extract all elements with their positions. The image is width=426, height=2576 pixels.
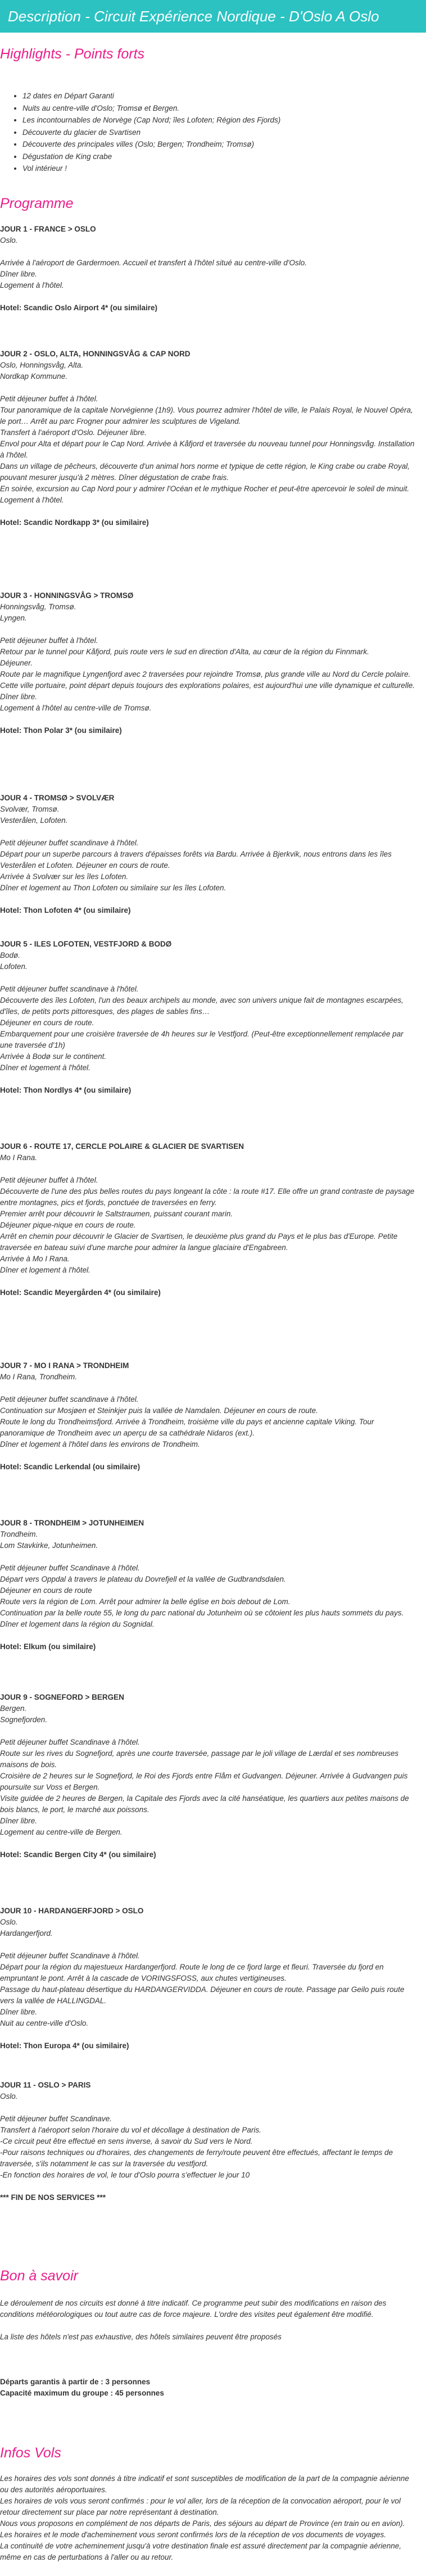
day-body: Petit déjeuner buffet Scandinave à l'hôtel. Départ vers Oppdal à travers le plateau du Dovrefjell et la vallée de Gudbrandsdalen. Déjeuner en cours de route Route vers la région de Lom. Arrêt pour admirer la belle église en bois debout de Lom. Continuation par la belle route 55, le long du parc national du Jotunheim où se côtoient les plus hauts sommets du pays. Dîner et logement dans la région du Sognidal.: [0, 1564, 404, 1628]
highlight-item: • Nuits au centre-ville d'Oslo; Tromsø et Bergen.: [22, 102, 280, 115]
day-title: JOUR 1 - FRANCE > OSLO: [0, 225, 96, 233]
day-body: Petit déjeuner buffet Scandinave. Transfert à l'aéroport selon l'horaire du vol et décollage à destination de Paris. -Ce circuit peut être effectué en sens inverse, à savoir du Sud vers le Nord. -Pour raisons techniques ou d'horaires, des changements de ferry/route peuvent être effectués, affectant le temps de traversée, s'ils notamment le cas sur la traversée du vestfjord. -En fonction des horaires de vol, le tour d'Oslo pourra s'effectuer le jour 10: [0, 2115, 393, 2179]
day-title: JOUR 8 - TRONDHEIM > JOTUNHEIMEN: [0, 1519, 144, 1527]
day-hotel: Hotel: Scandic Nordkapp 3* (ou similaire): [0, 518, 149, 527]
day-block: [0, 793, 416, 916]
day-block: [0, 1518, 416, 1653]
day-location: Bodø. Lofoten.: [0, 951, 28, 971]
day-body: Arrivée à l'aéroport de Gardermoen. Accueil et transfert à l'hôtel situé au centre-ville d'Oslo. Dîner libre. Logement à l'hôtel.: [0, 259, 307, 289]
day-hotel: Hotel: Scandic Oslo Airport 4* (ou similaire): [0, 304, 158, 312]
flight-info-line: Les horaires de vols vous seront confirmés : pour le vol aller, lors de la réception de la convocation aéroport, pour le vol retour directement sur place par notre représentant à destination.: [0, 2497, 401, 2516]
day-location: Oslo.: [0, 236, 18, 245]
day-title: JOUR 7 - MO I RANA > TRONDHEIM: [0, 1361, 129, 1370]
day-hotel: Hotel: Scandic Lerkendal (ou similaire): [0, 1463, 141, 1471]
end-of-services: *** FIN DE NOS SERVICES ***: [0, 2193, 106, 2202]
highlight-item: • Découverte du glacier de Svartisen: [22, 126, 280, 139]
day-hotel: Hotel: Thon Polar 3* (ou similaire): [0, 726, 122, 735]
flight-info-line: Nous vous proposons en complément de nos départs de Paris, des séjours au départ de Province (en train ou en avion).: [0, 2519, 405, 2528]
day-body: Petit déjeuner buffet scandinave à l'hôtel. Découverte des îles Lofoten, l'un des beaux archipels au monde, avec son univers unique fait de montagnes escarpées, d'îles, de petits ports pittoresques, des plages de sables fins… Déjeuner en cours de route. Embarquement pour une croisière traversée de 4h heures sur le Vestfjord. (Peut-être exceptionnellement remplacée par une traversée d'1h) Arrivée à Bodø sur le continent. Dîner et logement à l'hôtel.: [0, 985, 404, 1072]
day-body: Petit déjeuner buffet scandinave à l'hôtel. Continuation sur Mosjøen et Steinkjer puis la vallée de Namdalen. Déjeuner en cours de route. Route le long du Trondheimsfjord. Arrivée à Trondheim, troisième ville du pays et ancienne capitale Viking. Tour panoramique de Trondheim avec un aperçu de sa cathédrale Nidaros (ext.). Dîner et logement à l'hôtel dans les environs de Trondheim.: [0, 1395, 374, 1448]
day-body: Petit déjeuner buffet Scandinave à l'hôtel. Départ pour la région du majestueux Hardangerfjord. Route le long de ce fjord large et fleuri. Traversée du fjord en empruntant le pont. Arrêt à la cascade de VORINGSFOSS, aux chutes vertigineuses. Passage du haut-plateau désertique du HARDANGERVIDDA. Déjeuner en cours de route. Passage par Geilo puis route vers la vallée de HALLINGDAL. Dîner libre. Nuit au centre-ville d'Oslo.: [0, 1952, 405, 2027]
day-location: Trondheim. Lom Stavkirke, Jotunheimen.: [0, 1530, 98, 1550]
bon-a-savoir-text: [0, 2298, 416, 2399]
highlight-item: • Vol intérieur !: [22, 162, 280, 175]
hotel-list-note: La liste des hôtels n'est pas exhaustive, des hôtels similaires peuvent être proposés: [0, 2333, 282, 2341]
day-hotel: Hotel: Thon Europa 4* (ou similaire): [0, 2041, 129, 2050]
day-title: JOUR 3 - HONNINGSVÅG > TROMSØ: [0, 591, 134, 600]
day-body: Petit déjeuner buffet Scandinave à l'hôtel. Route sur les rives du Sognefjord, après une courte traversée, passage par le joli village de Lærdal et ses nombreuses maisons de bois. Croisière de 2 heures sur le Sognefjord, le Roi des Fjords entre Flåm et Gudvangen. Déjeuner. Arrivée à Gudvangen puis poursuite sur Voss et Bergen. Visite guidée de 2 heures de Bergen, la Capitale des Fjords avec la cité hanséatique, les quartiers aux petites maisons de bois blancs, le port, le marché aux poissons. Dîner libre. Logement au centre-ville de Bergen.: [0, 1738, 409, 1836]
day-location: Bergen. Sognefjorden.: [0, 1704, 48, 1724]
day-title: JOUR 9 - SOGNEFORD > BERGEN: [0, 1693, 124, 1701]
day-location: Oslo, Honningsvåg, Alta. Nordkap Kommune.: [0, 361, 84, 381]
highlights-heading: Highlights - Points forts: [0, 46, 145, 62]
disclaimer-paragraph: Le déroulement de nos circuits est donné à titre indicatif. Ce programme peut subir des modifications en raison des conditions météorologiques ou tout autre cas de force majeure. L'ordre des visites peut également être modifié.: [0, 2299, 387, 2319]
day-block: [0, 590, 416, 736]
day-location: Svolvær, Tromsø. Vesterålen, Lofoten.: [0, 805, 68, 825]
highlight-item: • Dégustation de King crabe: [22, 151, 280, 163]
day-location: Oslo. Hardangerfjord.: [0, 1918, 53, 1937]
flight-info-line: La continuité de votre acheminement jusqu'à votre destination finale est assuré directement par la compagnie aérienne, même en cas de perturbations à l'aller ou au retour.: [0, 2542, 402, 2561]
day-title: JOUR 6 - ROUTE 17, CERCLE POLAIRE & GLACIER DE SVARTISEN: [0, 1142, 244, 1151]
day-title: JOUR 2 - OSLO, ALTA, HONNINGSVÅG & CAP NORD: [0, 350, 191, 358]
day-title: JOUR 4 - TROMSØ > SVOLVÆR: [0, 794, 115, 802]
min-departure-label: Départs garantis à partir de : 3 personnes: [0, 2378, 151, 2386]
programme-heading: Programme: [0, 196, 74, 211]
flight-info-line: Les horaires des vols sont donnés à titre indicatif et sont susceptibles de modification de la part de la compagnie aérienne ou des autorités aéroportuaires.: [0, 2474, 409, 2494]
day-block: [0, 1360, 416, 1473]
page-title: Description - Circuit Expérience Nordique - D'Oslo A Oslo: [8, 8, 379, 25]
day-block: [0, 939, 416, 1096]
day-location: Mo I Rana, Trondheim.: [0, 1373, 78, 1381]
bon-a-savoir-heading: Bon à savoir: [0, 2268, 78, 2284]
highlights-list: [0, 90, 280, 175]
day-hotel: Hotel: Thon Nordlys 4* (ou similaire): [0, 1086, 132, 1094]
day-body: Petit déjeuner buffet à l'hôtel. Tour panoramique de la capitale Norvégienne (1h9). Vous pourrez admirer l'hôtel de ville, le Palais Royal, le Nouvel Opéra, le port… Arrêt au parc Frogner pour admirer les sculptures de Vigeland. Transfert à l'aéroport d'Oslo. Déjeuner libre. Envol pour Alta et départ pour le Cap Nord. Arrivée à Kåfjord et traversée du nouveau tunnel pour Honningsvåg. Installation à l'hôtel. Dans un village de pêcheurs, découverte d'un animal hors norme et typique de cette région, le King crabe ou crabe Royal, pouvant mesurer jusqu'à 2 mètres. Dîner dégustation de crabe frais. En soirée, excursion au Cap Nord pour y admirer l'Océan et le mythique Rocher et peut-être apercevoir le soleil de minuit. Logement à l'hôtel.: [0, 395, 415, 504]
day-title: JOUR 10 - HARDANGERFJORD > OSLO: [0, 1907, 144, 1915]
infos-vols-text: [0, 2473, 416, 2563]
day-block: [0, 2080, 416, 2203]
max-capacity-label: Capacité maximum du groupe : 45 personnes: [0, 2389, 164, 2397]
day-location: Oslo.: [0, 2092, 18, 2100]
infos-vols-heading: Infos Vols: [0, 2445, 61, 2461]
flight-info-line: Les horaires et le mode d'acheminement vous seront confirmés lors de la réception de vos documents de voyages.: [0, 2530, 386, 2539]
day-block: [0, 348, 416, 528]
day-body: Petit déjeuner buffet à l'hôtel. Retour par le tunnel pour Kåfjord, puis route vers le sud en direction d'Alta, au cœur de la région du Finnmark. Déjeuner. Route par le magnifique Lyngenfjord avec 2 traversées pour rejoindre Tromsø, plus grande ville au Nord du Cercle polaire. Cette ville portuaire, point départ depuis toujours des explorations polaires, est aujourd'hui une ville dynamique et culturelle. Dîner libre. Logement à l'hôtel au centre-ville de Tromsø.: [0, 636, 415, 712]
day-hotel: Hotel: Thon Lofoten 4* (ou similaire): [0, 906, 131, 914]
highlight-item: • Découverte des principales villes (Oslo; Bergen; Trondheim; Tromsø): [22, 138, 280, 151]
header-bar: [0, 0, 426, 33]
day-body: Petit déjeuner buffet scandinave à l'hôtel. Départ pour un superbe parcours à travers d'épaisses forêts via Bardu. Arrivée à Bjerkvik, nous entrons dans les îles Vesterålen et Lofoten. Déjeuner en cours de route. Arrivée à Svolvær sur les îles Lofoten. Dîner et logement au Thon Lofoten ou similaire sur les îles Lofoten.: [0, 839, 392, 892]
day-title: JOUR 5 - ILES LOFOTEN, VESTFJORD & BODØ: [0, 940, 172, 948]
day-location: Mo I Rana.: [0, 1153, 38, 1162]
day-hotel: Hotel: Scandic Bergen City 4* (ou similaire): [0, 1850, 156, 1859]
day-hotel: Hotel: Scandic Meyergården 4* (ou similaire): [0, 1288, 161, 1297]
day-location: Honningsvåg, Tromsø. Lyngen.: [0, 603, 76, 622]
day-block: [0, 1905, 416, 2052]
day-block: [0, 224, 416, 314]
day-hotel: Hotel: Elkum (ou similaire): [0, 1642, 96, 1651]
highlight-item: • Les incontournables de Norvège (Cap Nord; îles Lofoten; Région des Fjords): [22, 114, 280, 126]
highlight-item: • 12 dates en Départ Garanti: [22, 90, 280, 102]
day-block: [0, 1692, 416, 1860]
day-block: [0, 1141, 416, 1298]
day-body: Petit déjeuner buffet à l'hôtel. Découverte de l'une des plus belles routes du pays longeant la côte : la route #17. Elle offre un grand contraste de paysage entre montagnes, pics et fjords, ponctuée de traversées en ferry. Premier arrêt pour découvrir le Saltstraumen, puissant courant marin. Déjeuner pique-nique en cours de route. Arrêt en chemin pour découvrir le Glacier de Svartisen, le deuxième plus grand du Pays et le plus bas d'Europe. Petite traversée en bateau suivi d'une marche pour admirer la langue glaciaire d'Engabreen. Arrivée à Mo I Rana. Dîner et logement à l'hôtel.: [0, 1176, 415, 1274]
day-title: JOUR 11 - OSLO > PARIS: [0, 2081, 91, 2089]
